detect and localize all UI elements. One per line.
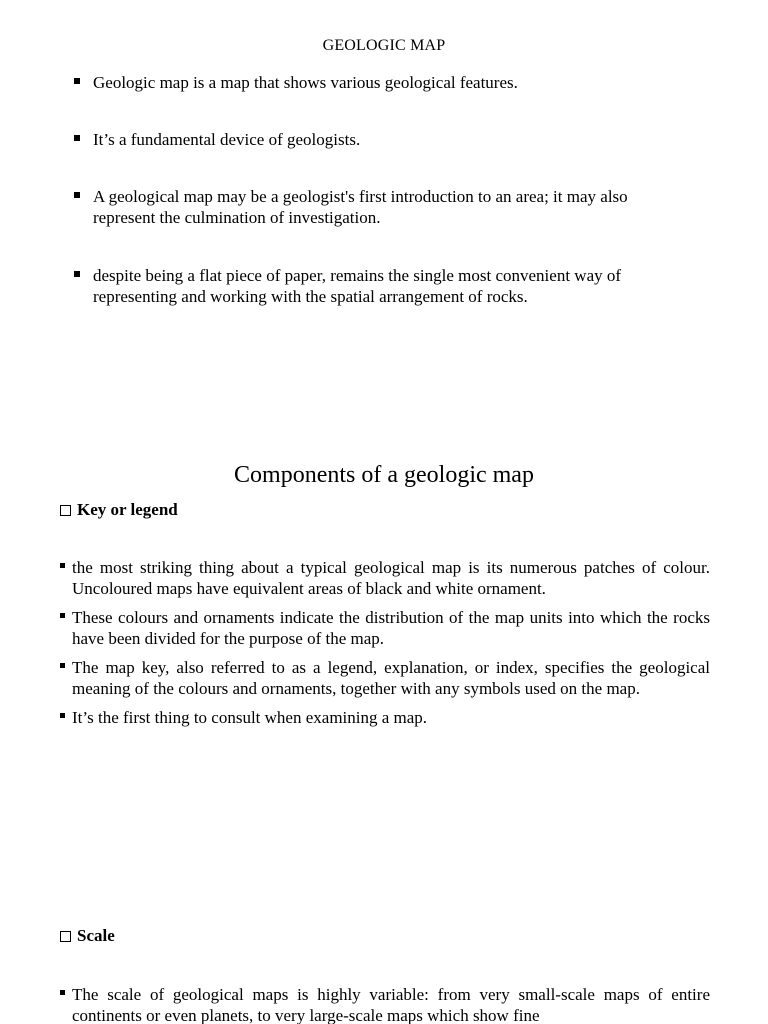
square-bullet-icon — [60, 613, 65, 618]
checkbox-bullet-icon — [60, 931, 71, 942]
scale-subheading — [60, 926, 115, 946]
list-item — [72, 186, 683, 228]
list-item — [60, 607, 710, 649]
checkbox-bullet-icon — [60, 505, 71, 516]
list-item — [60, 657, 710, 699]
list-item-text: The scale of geological maps is highly variable: from very small-scale maps of entire continents or even planets, to very large-scale maps which show fine — [72, 985, 710, 1024]
list-item-text: These colours and ornaments indicate the distribution of the map units into which the rocks have been divided for the purpose of the map. — [72, 608, 710, 648]
list-item-text: despite being a flat piece of paper, remains the single most convenient way of representing and working with the spatial arrangement of rocks. — [93, 266, 622, 306]
square-bullet-icon — [74, 271, 80, 277]
list-item-text: It’s a fundamental device of geologists. — [93, 130, 361, 149]
square-bullet-icon — [60, 990, 65, 995]
list-item-text: The map key, also referred to as a legend, explanation, or index, specifies the geological meaning of the colours and ornaments, together with any symbols used on the map. — [72, 658, 710, 698]
square-bullet-icon — [60, 663, 65, 668]
list-item-text: Geologic map is a map that shows various geological features. — [93, 73, 518, 92]
square-bullet-icon — [60, 713, 65, 718]
list-item — [72, 129, 693, 150]
list-item — [60, 557, 710, 599]
list-item — [60, 707, 710, 728]
list-item-text: A geological map may be a geologist's first introduction to an area; it may also represent the culmination of investigation. — [93, 187, 628, 227]
list-item — [72, 265, 693, 307]
list-item-text: the most striking thing about a typical geological map is its numerous patches of colour. Uncoloured maps have equivalent areas of black and white ornament. — [72, 558, 710, 598]
square-bullet-icon — [74, 192, 80, 198]
scale-bullet-list — [60, 984, 710, 1024]
key-legend-bullet-list — [60, 557, 710, 736]
subheading-text: Key or legend — [77, 500, 178, 519]
subheading-text: Scale — [77, 926, 115, 945]
square-bullet-icon — [74, 135, 80, 141]
square-bullet-icon — [74, 78, 80, 84]
list-item — [60, 984, 710, 1024]
key-legend-subheading — [60, 500, 178, 520]
list-item-text: It’s the first thing to consult when examining a map. — [72, 708, 428, 727]
square-bullet-icon — [60, 563, 65, 568]
list-item — [72, 72, 693, 93]
components-heading: Components of a geologic map — [234, 462, 534, 488]
page-title: GEOLOGIC MAP — [322, 37, 446, 54]
